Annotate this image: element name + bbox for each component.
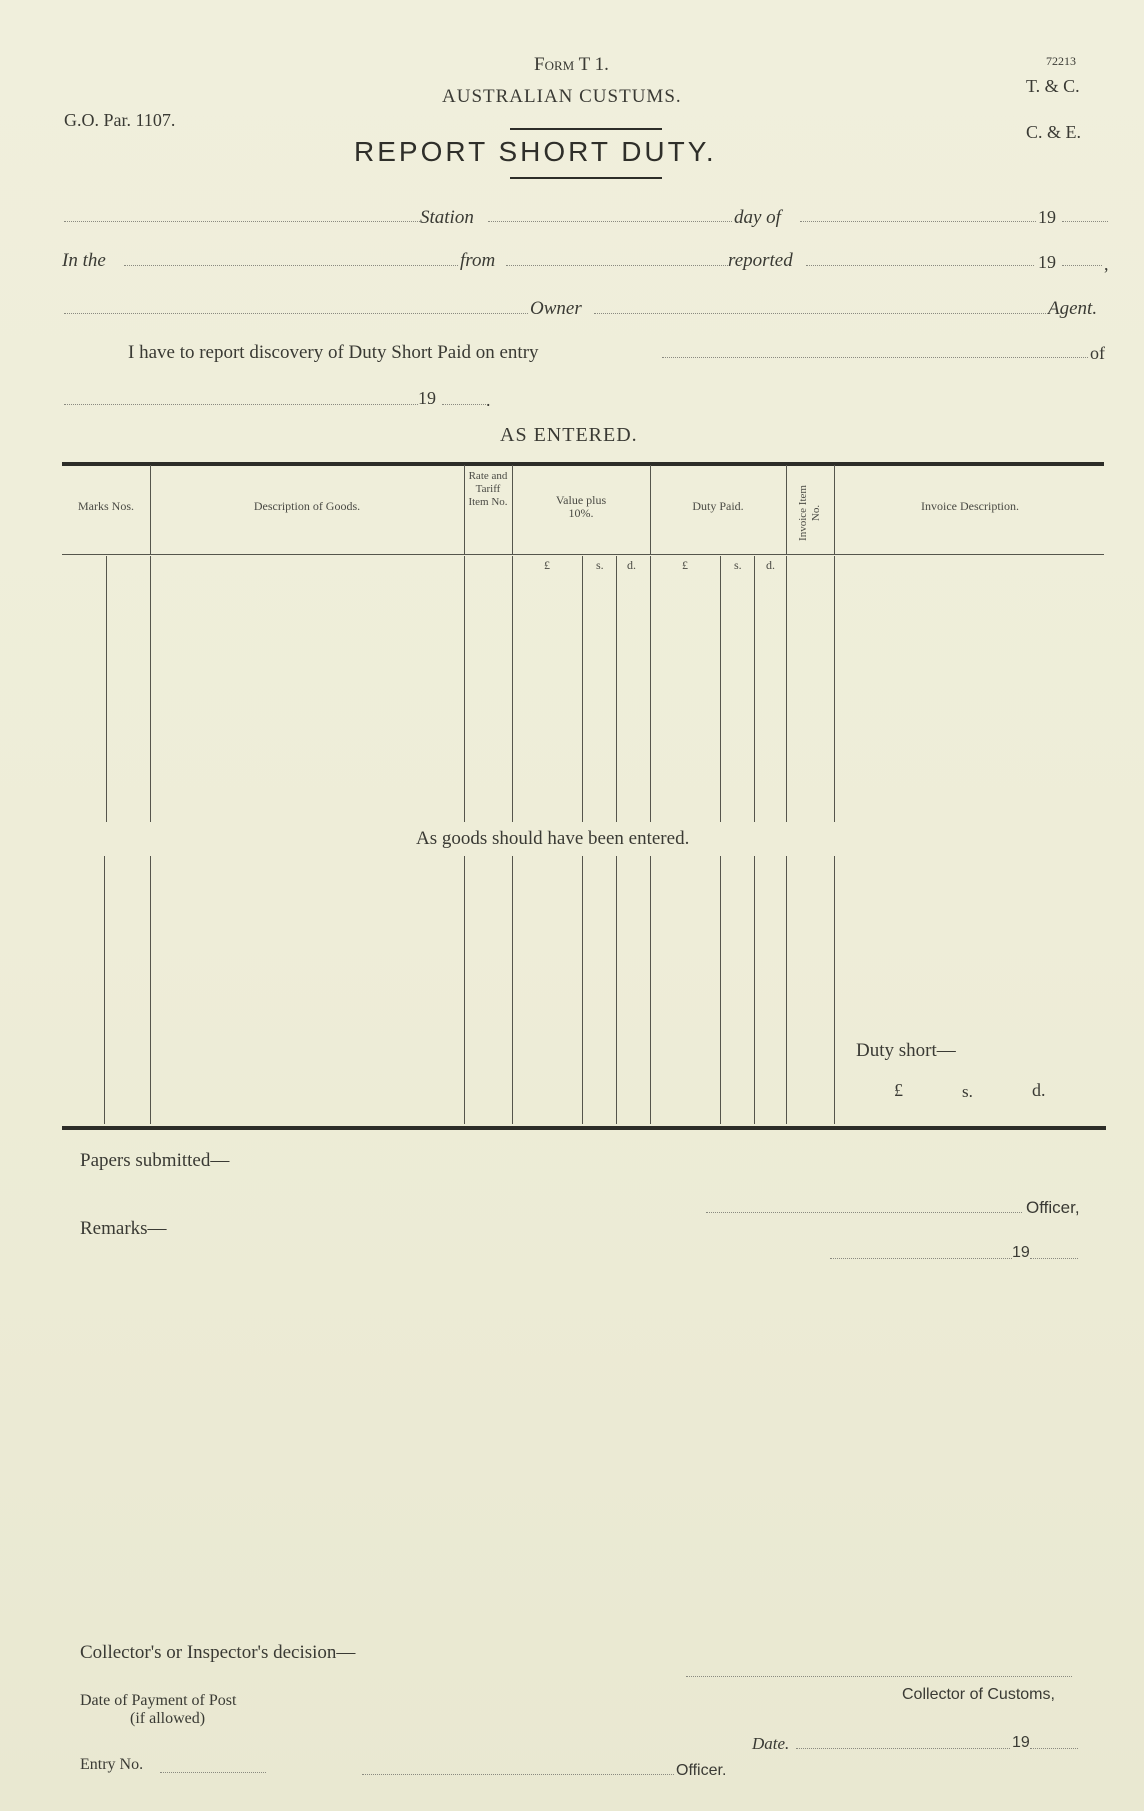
hdr-div-5: [786, 465, 787, 554]
owner-label: Owner: [530, 298, 582, 319]
reported-line: [806, 265, 1034, 266]
papers-submitted-label: Papers submitted—: [80, 1150, 230, 1171]
body-div-b: [150, 556, 151, 822]
col-rate: Rate and Tariff Item No.: [468, 470, 508, 508]
report-statement: I have to report discovery of Duty Short Paid on entry: [128, 342, 539, 363]
title-rule-top: [510, 128, 662, 130]
officer-label: Officer,: [1026, 1198, 1080, 1217]
day-of-label: day of: [734, 207, 781, 228]
remarks-year-line: [1030, 1258, 1078, 1259]
hdr-div-2: [464, 465, 465, 554]
remarks-date-line: [830, 1258, 1012, 1259]
serial-number: 72213: [1046, 54, 1076, 68]
duty-short-label: Duty short—: [856, 1040, 956, 1061]
hdr-div-6: [834, 465, 835, 554]
year-3: 19: [418, 388, 436, 408]
station-line: [64, 221, 420, 222]
decision-label: Collector's or Inspector's decision—: [80, 1642, 356, 1663]
body-div-i: [754, 556, 755, 822]
duty-pence: d.: [766, 558, 775, 572]
year-2: 19: [1038, 252, 1056, 272]
owner-line-left: [64, 313, 528, 314]
low-div-f: [616, 856, 617, 1124]
col-duty: Duty Paid.: [692, 499, 744, 513]
low-div-g: [650, 856, 651, 1124]
remarks-label: Remarks—: [80, 1218, 167, 1239]
of-label: of: [1090, 343, 1105, 363]
code-c-and-e: C. & E.: [1026, 122, 1082, 142]
value-pence: d.: [627, 558, 636, 572]
col-invoice-desc: Invoice Description.: [921, 499, 1019, 513]
from-label: from: [460, 250, 496, 271]
col-invoice-item: Invoice Item No.: [797, 485, 822, 541]
year-1: 19: [1038, 207, 1056, 227]
owner-line-right: [594, 313, 1046, 314]
body-div-j: [786, 556, 787, 822]
date-label: Date.: [752, 1734, 790, 1753]
low-div-a: [104, 856, 105, 1124]
col-description: Description of Goods.: [253, 499, 361, 513]
station-label: Station: [420, 207, 474, 228]
hdr-div-1: [150, 465, 151, 554]
hdr-div-3: [512, 465, 513, 554]
if-allowed-label: (if allowed): [130, 1710, 206, 1727]
table-top-rule: [62, 462, 1104, 466]
year-2-comma: ,: [1104, 254, 1109, 274]
header-bottom-rule: [62, 554, 1104, 555]
officer-b-line: [362, 1774, 674, 1775]
body-div-d: [512, 556, 513, 822]
value-pound: £: [544, 558, 550, 572]
code-t-and-c: T. & C.: [1026, 76, 1080, 96]
table-bottom-rule: [62, 1126, 1106, 1130]
duty-short-pence: d.: [1032, 1080, 1046, 1100]
low-div-d: [512, 856, 513, 1124]
day-line: [800, 221, 1036, 222]
should-have-been-heading: As goods should have been entered.: [416, 828, 690, 849]
duty-shilling: s.: [734, 558, 742, 572]
title-rule-bottom: [510, 177, 662, 179]
duty-short-shilling: s.: [962, 1082, 973, 1101]
entry-no-label: Entry No.: [80, 1756, 144, 1773]
go-paragraph: G.O. Par. 1107.: [64, 110, 176, 130]
officer-b-label: Officer.: [676, 1762, 727, 1779]
from-line: [506, 265, 728, 266]
date-line: [796, 1748, 1010, 1749]
date-payment-label: Date of Payment of Post: [80, 1692, 237, 1709]
year-3-line: [442, 404, 486, 405]
collector-line: [686, 1676, 1072, 1677]
low-div-c: [464, 856, 465, 1124]
low-div-b: [150, 856, 151, 1124]
entry-no-line: [160, 1772, 266, 1773]
low-div-e: [582, 856, 583, 1124]
body-div-h: [720, 556, 721, 822]
value-shilling: s.: [596, 558, 604, 572]
entry-line: [662, 357, 1088, 358]
form-title: REPORT SHORT DUTY.: [354, 136, 717, 167]
duty-short-pound: £: [894, 1080, 903, 1100]
form-number: Form T 1.: [534, 54, 609, 75]
low-div-h: [720, 856, 721, 1124]
reported-label: reported: [728, 250, 793, 271]
body-div-g: [650, 556, 651, 822]
date-year-line: [1030, 1748, 1078, 1749]
officer-line: [706, 1212, 1022, 1213]
col-value: Value plus 10%.: [555, 493, 607, 520]
low-div-i: [754, 856, 755, 1124]
body-div-a: [106, 556, 107, 822]
body-div-k: [834, 556, 835, 822]
low-div-j: [786, 856, 787, 1124]
remarks-year: 19: [1012, 1244, 1030, 1261]
date-line-left: [64, 404, 418, 405]
year-3-dot: .: [486, 390, 491, 410]
as-entered-heading: AS ENTERED.: [500, 424, 638, 446]
station-value-line: [488, 221, 732, 222]
body-div-c: [464, 556, 465, 822]
hdr-div-4: [650, 465, 651, 554]
agent-label: Agent.: [1048, 298, 1098, 319]
low-div-k: [834, 856, 835, 1124]
collector-label: Collector of Customs,: [902, 1686, 1055, 1703]
in-the-line: [124, 265, 458, 266]
date-year: 19: [1012, 1734, 1030, 1751]
year-2-line: [1062, 265, 1102, 266]
department-name: AUSTRALIAN CUSTUMS.: [442, 86, 682, 107]
body-div-e: [582, 556, 583, 822]
in-the-label: In the: [62, 250, 106, 271]
col-marks: Marks Nos.: [78, 499, 134, 513]
body-div-f: [616, 556, 617, 822]
duty-pound: £: [682, 558, 688, 572]
year-1-line: [1062, 221, 1108, 222]
